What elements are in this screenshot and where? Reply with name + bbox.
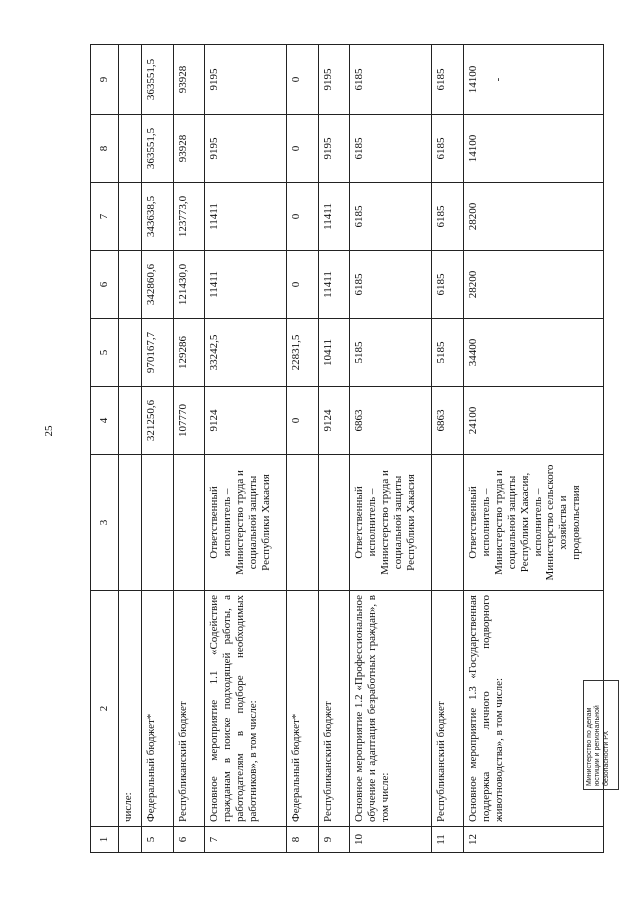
- value-cell: 28200: [463, 251, 603, 319]
- value-cell: 9124: [205, 387, 286, 455]
- value-cell: 9195: [318, 45, 350, 115]
- value-cell: 6863: [350, 387, 431, 455]
- row-executor: [431, 455, 463, 591]
- row-executor: Ответственный исполнитель – Министерство труда и социальной защиты Республики Хакасия, исполнитель – Министерство сельского хозяйства и продовольствия: [463, 455, 603, 591]
- row-executor: Ответственный исполнитель – Министерство труда и социальной защиты Республики Хакасия: [350, 455, 431, 591]
- value-cell: 6185: [350, 115, 431, 183]
- row-name: Республиканский бюджет: [431, 591, 463, 827]
- table-row: [286, 45, 318, 853]
- value-cell: 11411: [205, 183, 286, 251]
- value-cell: 970167,7: [141, 319, 173, 387]
- row-name: Республиканский бюджет: [173, 591, 205, 827]
- value-cell: 33242,5: [205, 319, 286, 387]
- budget-table: [90, 44, 604, 853]
- value-cell: 6863: [431, 387, 463, 455]
- continuation-row: [119, 45, 142, 853]
- value-cell: 11411: [318, 251, 350, 319]
- header-cell: 6: [91, 251, 119, 319]
- value-cell: 6185: [350, 183, 431, 251]
- value-cell: 321250,6: [141, 387, 173, 455]
- header-cell: 4: [91, 387, 119, 455]
- row-number: 6: [173, 827, 205, 853]
- value-cell: 34400: [463, 319, 603, 387]
- registration-stamp: [583, 680, 619, 790]
- value-cell: 93928: [173, 115, 205, 183]
- row-number: 8: [286, 827, 318, 853]
- value-cell: 6185: [431, 251, 463, 319]
- value-cell: 5185: [350, 319, 431, 387]
- row-name: Основное мероприятие 1.1 «Содействие гражданам в поиске подходящей работы, а работодателям в подборе необходимых работников», в том числе:: [205, 591, 286, 827]
- value-cell: 9195: [205, 45, 286, 115]
- row-executor: [318, 455, 350, 591]
- table-row: [205, 45, 286, 853]
- header-cell: 7: [91, 183, 119, 251]
- value-cell: 123773,0: [173, 183, 205, 251]
- value-cell: 6185: [431, 45, 463, 115]
- value-cell: [463, 45, 603, 115]
- value-cell: 343638,5: [141, 183, 173, 251]
- header-cell: 1: [91, 827, 119, 853]
- stamp-line: Министерство по делам: [586, 707, 593, 786]
- table-row: [350, 45, 431, 853]
- header-cell: 2: [91, 591, 119, 827]
- value-cell: 107770: [173, 387, 205, 455]
- value-cell: 10411: [318, 319, 350, 387]
- row-name: Основное мероприятие 1.2 «Профессиональное обучение и адаптация безработных граждан», в том числе:: [350, 591, 431, 827]
- value-cell: 9195: [205, 115, 286, 183]
- value-cell: 9195: [318, 115, 350, 183]
- header-cell: 5: [91, 319, 119, 387]
- value-cell: 0: [286, 183, 318, 251]
- value-cell: 28200: [463, 183, 603, 251]
- header-cell: 3: [91, 455, 119, 591]
- value-cell: 6185: [350, 45, 431, 115]
- table-row: [173, 45, 205, 853]
- value-cell: 11411: [205, 251, 286, 319]
- value-cell: 363551,5: [141, 115, 173, 183]
- value-cell: 363551,5: [141, 45, 173, 115]
- row-executor: [173, 455, 205, 591]
- row-name: Основное мероприятие 1.3 «Государственная поддержка личного подворного животноводства», в том числе:: [463, 591, 603, 827]
- value-cell: 93928: [173, 45, 205, 115]
- row-number: 10: [350, 827, 431, 853]
- value-cell: 6185: [350, 251, 431, 319]
- value-cell: 0: [286, 251, 318, 319]
- table-row: [431, 45, 463, 853]
- value-cell: 0: [286, 387, 318, 455]
- row-executor: Ответственный исполнитель – Министерство труда и социальной защиты Республики Хакасия: [205, 455, 286, 591]
- value-cell: 0: [286, 115, 318, 183]
- stamp-line: юстиции и региональной: [594, 705, 602, 786]
- header-row: [91, 45, 119, 853]
- value-cell: 24100: [463, 387, 603, 455]
- row-number: 12: [463, 827, 603, 853]
- rotated-table-container: [90, 45, 604, 853]
- value-cell: 0: [286, 45, 318, 115]
- row-name: Федеральный бюджет*: [141, 591, 173, 827]
- row-name: Республиканский бюджет: [318, 591, 350, 827]
- dash-mark: -: [491, 77, 504, 82]
- value-cell: 9124: [318, 387, 350, 455]
- value-cell: 121430,0: [173, 251, 205, 319]
- row-number: 7: [205, 827, 286, 853]
- value-cell: 129286: [173, 319, 205, 387]
- header-cell: 9: [91, 45, 119, 115]
- value-cell: 5185: [431, 319, 463, 387]
- value-cell: 6185: [431, 115, 463, 183]
- value-cell: 22831,5: [286, 319, 318, 387]
- value-text: 14100: [466, 65, 479, 94]
- row-number: 9: [318, 827, 350, 853]
- row-executor: [141, 455, 173, 591]
- value-cell: 342860,6: [141, 251, 173, 319]
- row-executor: [286, 455, 318, 591]
- row-number: 11: [431, 827, 463, 853]
- table-row: [141, 45, 173, 853]
- continuation-label: числе:: [119, 591, 142, 827]
- page-number: 25: [43, 425, 55, 437]
- stamp-line: безопасности РХ: [602, 730, 610, 786]
- header-cell: 8: [91, 115, 119, 183]
- table-row: [318, 45, 350, 853]
- value-cell: 6185: [431, 183, 463, 251]
- value-cell: 11411: [318, 183, 350, 251]
- value-cell: 14100: [463, 115, 603, 183]
- row-name: Федеральный бюджет*: [286, 591, 318, 827]
- row-number: 5: [141, 827, 173, 853]
